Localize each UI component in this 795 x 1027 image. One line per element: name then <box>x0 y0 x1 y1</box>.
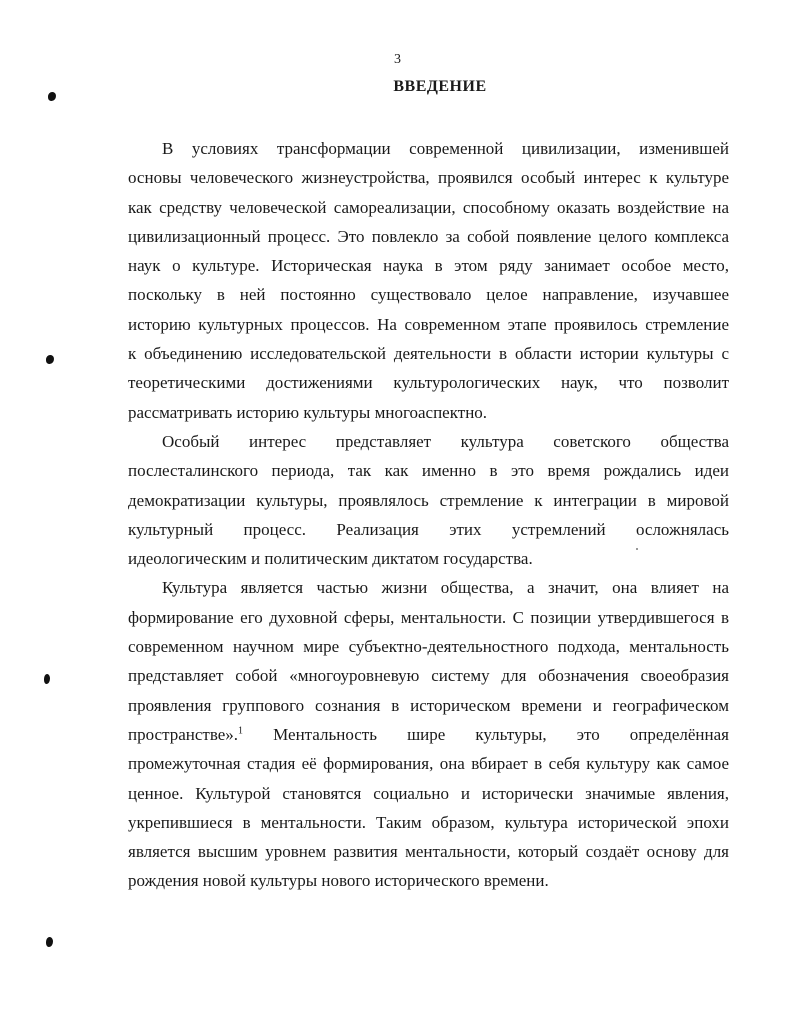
paragraph-1 <box>128 134 729 427</box>
binding-hole-mark <box>46 937 53 947</box>
text-line: проявления группового сознания в историческом времени и географическом <box>128 695 729 715</box>
text-line: Культура является частью жизни общества, а значит, она влияет на <box>162 578 729 598</box>
binding-hole-mark <box>48 92 56 101</box>
text-line: наук о культуре. Историческая наука в этом ряду занимает особое место, <box>128 256 729 276</box>
text-line: Особый интерес представляет культура советского общества <box>162 431 729 451</box>
footnote-reference[interactable]: 1 <box>238 725 244 737</box>
text-line: ценное. Культурой становятся социально и исторически значимые явления, <box>128 783 729 803</box>
text-line: основы человеческого жизнеустройства, проявился особый интерес к культуре <box>128 168 729 188</box>
footnote-text-after: Ментальность шире культуры, это определённая <box>243 724 729 744</box>
page-title: ВВЕДЕНИЕ <box>393 78 487 95</box>
text-line: демократизации культуры, проявлялось стремление к интеграции в мировой <box>128 490 729 510</box>
text-line: историю культурных процессов. На современном этапе проявилось стремление <box>128 314 729 334</box>
text-line: послесталинского периода, так как именно в это время рождались идеи <box>128 461 729 481</box>
text-line: современном научном мире субъектно-деятельностного подхода, ментальность <box>128 637 729 657</box>
text-line: как средству человеческой самореализации, способному оказать воздействие на <box>128 197 729 217</box>
text-line: идеологическим и политическим диктатом государства. <box>128 549 533 569</box>
footnote-text-line <box>128 720 729 749</box>
text-line: представляет собой «многоуровневую систему для обозначения своеобразия <box>128 666 729 686</box>
binding-hole-mark <box>46 355 54 364</box>
footnote-text-before: пространстве». <box>128 724 239 744</box>
paragraph-2 <box>128 427 729 573</box>
paragraph-3 <box>128 573 729 895</box>
text-line: рождения новой культуры нового исторического времени. <box>128 871 549 891</box>
text-line: теоретическими достижениями культурологических наук, что позволит <box>128 373 729 393</box>
text-line: формирование его духовной сферы, ментальности. С позиции утвердившегося в <box>128 607 729 627</box>
document-body <box>128 134 729 896</box>
page-number: 3 <box>394 52 401 67</box>
text-line: является высшим уровнем развития ментальности, который создаёт основу для <box>128 842 729 862</box>
text-line: цивилизационный процесс. Это повлекло за собой появление целого комплекса <box>128 226 729 246</box>
text-line: к объединению исследовательской деятельности в области истории культуры с <box>128 344 729 364</box>
text-line: В условиях трансформации современной цивилизации, изменившей <box>162 139 729 158</box>
text-line: промежуточная стадия её формирования, она вбирает в себя культуру как самое <box>128 754 729 774</box>
text-line: укрепившиеся в ментальности. Таким образом, культура исторической эпохи <box>128 812 729 832</box>
text-line: культурный процесс. Реализация этих устремлений осложнялась <box>128 519 729 539</box>
text-line: поскольку в ней постоянно существовало целое направление, изучавшее <box>128 285 729 305</box>
binding-hole-mark <box>44 674 50 684</box>
text-line: рассматривать историю культуры многоаспектно. <box>128 402 488 422</box>
